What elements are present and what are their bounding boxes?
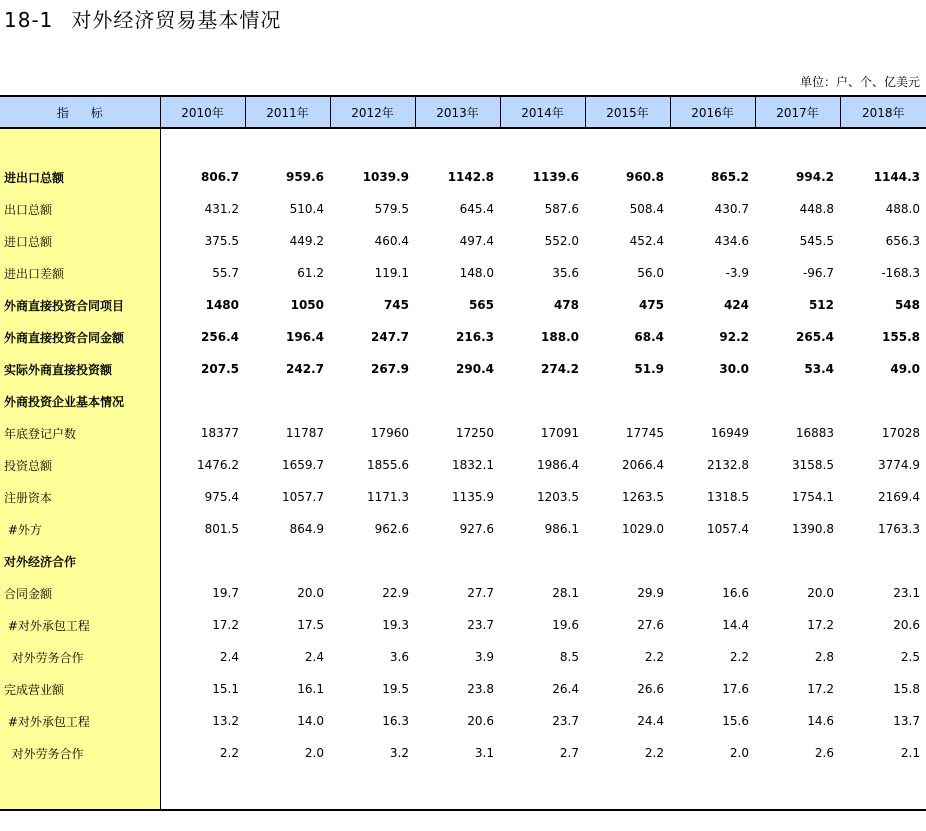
- value-cell: [330, 385, 415, 417]
- value-cell: 497.4: [459, 234, 494, 248]
- value-cell: 2.1: [900, 746, 920, 760]
- value-cell: 148.0: [459, 266, 494, 280]
- value-cell: 375.5: [204, 234, 239, 248]
- table-row: [0, 449, 926, 481]
- year-header: 2012年: [330, 96, 415, 128]
- value-cell: 17028: [881, 426, 920, 440]
- value-cell: 290.4: [456, 362, 494, 376]
- year-header: 2014年: [500, 96, 585, 128]
- value-cell: 17.2: [807, 618, 834, 632]
- row-label: 进口总额: [0, 225, 160, 257]
- table-row: [0, 161, 926, 193]
- value-cell: 55.7: [212, 266, 239, 280]
- value-cell: -168.3: [881, 266, 920, 280]
- value-cell: 1318.5: [707, 490, 749, 504]
- value-cell: 434.6: [714, 234, 749, 248]
- value-cell: 16883: [795, 426, 834, 440]
- value-cell: 548: [894, 298, 920, 312]
- value-cell: 452.4: [629, 234, 664, 248]
- value-cell: [245, 385, 330, 417]
- row-label: 年底登记户数: [0, 417, 160, 449]
- value-cell: 16.1: [297, 682, 324, 696]
- value-cell: 20.6: [467, 714, 494, 728]
- value-cell: 1754.1: [792, 490, 834, 504]
- row-label: #对外承包工程: [0, 705, 160, 737]
- value-cell: 552.0: [544, 234, 579, 248]
- value-cell: 1390.8: [792, 522, 834, 536]
- value-cell: 508.4: [629, 202, 664, 216]
- value-cell: 1263.5: [622, 490, 664, 504]
- value-cell: 26.6: [637, 682, 664, 696]
- row-label: #外方: [0, 513, 160, 545]
- table-row: [0, 705, 926, 737]
- value-cell: [670, 545, 755, 577]
- value-cell: 274.2: [541, 362, 579, 376]
- value-cell: 488.0: [885, 202, 920, 216]
- value-cell: 16.3: [382, 714, 409, 728]
- value-cell: 2.2: [644, 650, 664, 664]
- value-cell: 994.2: [796, 170, 834, 184]
- spacer-row: [0, 128, 926, 161]
- value-cell: 959.6: [286, 170, 324, 184]
- value-cell: 19.6: [552, 618, 579, 632]
- value-cell: 16949: [710, 426, 749, 440]
- value-cell: [755, 545, 840, 577]
- value-cell: 2.2: [729, 650, 749, 664]
- spacer-cell: [160, 128, 926, 161]
- value-cell: [160, 385, 245, 417]
- table-row: [0, 321, 926, 353]
- value-cell: 68.4: [634, 330, 664, 344]
- value-cell: 3.6: [389, 650, 409, 664]
- value-cell: 449.2: [289, 234, 324, 248]
- value-cell: 27.7: [467, 586, 494, 600]
- value-cell: 1057.7: [282, 490, 324, 504]
- value-cell: 2.4: [304, 650, 324, 664]
- value-cell: 1763.3: [878, 522, 920, 536]
- value-cell: 2.4: [219, 650, 239, 664]
- value-cell: 1855.6: [367, 458, 409, 472]
- value-cell: [585, 545, 670, 577]
- value-cell: 188.0: [541, 330, 579, 344]
- value-cell: 1203.5: [537, 490, 579, 504]
- value-cell: [840, 385, 926, 417]
- value-cell: 27.6: [637, 618, 664, 632]
- table-row: [0, 289, 926, 321]
- page-title: [4, 4, 281, 33]
- value-cell: 3.9: [474, 650, 494, 664]
- header-row: [0, 96, 926, 128]
- value-cell: 13.7: [893, 714, 920, 728]
- value-cell: 1142.8: [447, 170, 494, 184]
- value-cell: 265.4: [796, 330, 834, 344]
- value-cell: 23.1: [893, 586, 920, 600]
- value-cell: 53.4: [804, 362, 834, 376]
- value-cell: [415, 545, 500, 577]
- value-cell: 1171.3: [367, 490, 409, 504]
- table-row: [0, 609, 926, 641]
- value-cell: 155.8: [882, 330, 920, 344]
- value-cell: 256.4: [201, 330, 239, 344]
- value-cell: 460.4: [374, 234, 409, 248]
- value-cell: 14.6: [807, 714, 834, 728]
- value-cell: 975.4: [204, 490, 239, 504]
- value-cell: 801.5: [204, 522, 239, 536]
- row-label: #对外承包工程: [0, 609, 160, 641]
- value-cell: 18377: [200, 426, 239, 440]
- indicator-header: 指标: [0, 96, 160, 128]
- value-cell: 1986.4: [537, 458, 579, 472]
- row-label: 完成营业额: [0, 673, 160, 705]
- value-cell: 14.4: [722, 618, 749, 632]
- value-cell: 512: [808, 298, 834, 312]
- value-cell: 19.3: [382, 618, 409, 632]
- value-cell: [160, 545, 245, 577]
- value-cell: 1050: [290, 298, 324, 312]
- value-cell: 16.6: [722, 586, 749, 600]
- value-cell: -96.7: [802, 266, 834, 280]
- value-cell: [330, 545, 415, 577]
- row-label: 实际外商直接投资额: [0, 353, 160, 385]
- value-cell: 49.0: [890, 362, 920, 376]
- value-cell: 1029.0: [622, 522, 664, 536]
- value-cell: [840, 545, 926, 577]
- stats-table: [0, 95, 926, 811]
- value-cell: 656.3: [885, 234, 920, 248]
- value-cell: 23.7: [552, 714, 579, 728]
- value-cell: [585, 385, 670, 417]
- value-cell: 2.8: [814, 650, 834, 664]
- unit-note: 单位：户、个、亿美元: [799, 75, 920, 89]
- value-cell: 1659.7: [282, 458, 324, 472]
- value-cell: 216.3: [456, 330, 494, 344]
- table-row: [0, 737, 926, 769]
- value-cell: 3774.9: [878, 458, 920, 472]
- value-cell: 17.5: [297, 618, 324, 632]
- row-label: 注册资本: [0, 481, 160, 513]
- value-cell: 15.1: [212, 682, 239, 696]
- value-cell: 645.4: [459, 202, 494, 216]
- value-cell: 1057.4: [707, 522, 749, 536]
- value-cell: 960.8: [626, 170, 664, 184]
- table-row: [0, 641, 926, 673]
- value-cell: 19.5: [382, 682, 409, 696]
- value-cell: 13.2: [212, 714, 239, 728]
- value-cell: 806.7: [201, 170, 239, 184]
- value-cell: 745: [383, 298, 409, 312]
- value-cell: 565: [468, 298, 494, 312]
- value-cell: 23.8: [467, 682, 494, 696]
- value-cell: 3.1: [474, 746, 494, 760]
- value-cell: 242.7: [286, 362, 324, 376]
- value-cell: 587.6: [544, 202, 579, 216]
- value-cell: 20.6: [893, 618, 920, 632]
- value-cell: 196.4: [286, 330, 324, 344]
- value-cell: 28.1: [552, 586, 579, 600]
- value-cell: 17745: [625, 426, 664, 440]
- value-cell: 8.5: [559, 650, 579, 664]
- value-cell: 475: [638, 298, 664, 312]
- year-header: 2011年: [245, 96, 330, 128]
- value-cell: 2.6: [814, 746, 834, 760]
- value-cell: 30.0: [719, 362, 749, 376]
- year-header: 2013年: [415, 96, 500, 128]
- value-cell: 545.5: [799, 234, 834, 248]
- value-cell: [500, 385, 585, 417]
- value-cell: 2066.4: [622, 458, 664, 472]
- row-label: 合同金额: [0, 577, 160, 609]
- value-cell: 267.9: [371, 362, 409, 376]
- value-cell: 23.7: [467, 618, 494, 632]
- table-row: [0, 353, 926, 385]
- value-cell: 430.7: [714, 202, 749, 216]
- table-row: [0, 513, 926, 545]
- row-label: 外商直接投资合同金额: [0, 321, 160, 353]
- end-cell: [160, 769, 926, 810]
- value-cell: 1476.2: [197, 458, 239, 472]
- table-title: 对外经济贸易基本情况: [71, 8, 282, 32]
- value-cell: 11787: [285, 426, 324, 440]
- table-row: [0, 417, 926, 449]
- value-cell: 865.2: [711, 170, 749, 184]
- value-cell: 1135.9: [452, 490, 494, 504]
- value-cell: 17.2: [212, 618, 239, 632]
- value-cell: 92.2: [719, 330, 749, 344]
- table-end-row: [0, 769, 926, 810]
- value-cell: 17250: [455, 426, 494, 440]
- table-body: [0, 128, 926, 810]
- value-cell: 431.2: [204, 202, 239, 216]
- value-cell: [755, 385, 840, 417]
- year-header: 2015年: [585, 96, 670, 128]
- value-cell: 1832.1: [452, 458, 494, 472]
- value-cell: 15.8: [893, 682, 920, 696]
- table-row: [0, 545, 926, 577]
- value-cell: 35.6: [552, 266, 579, 280]
- row-label: 对外劳务合作: [0, 641, 160, 673]
- table-number: 18-1: [4, 8, 54, 32]
- value-cell: 15.6: [722, 714, 749, 728]
- value-cell: 478: [553, 298, 579, 312]
- row-label: 出口总额: [0, 193, 160, 225]
- value-cell: 119.1: [374, 266, 409, 280]
- table-row: [0, 481, 926, 513]
- value-cell: 19.7: [212, 586, 239, 600]
- value-cell: 17.2: [807, 682, 834, 696]
- value-cell: 2.2: [644, 746, 664, 760]
- row-label: 投资总额: [0, 449, 160, 481]
- value-cell: 17091: [540, 426, 579, 440]
- year-header: 2017年: [755, 96, 840, 128]
- row-label: 进出口总额: [0, 161, 160, 193]
- end-label-cell: [0, 769, 160, 810]
- value-cell: 247.7: [371, 330, 409, 344]
- row-label: 对外经济合作: [0, 545, 160, 577]
- row-label: 外商直接投资合同项目: [0, 289, 160, 321]
- row-label: 外商投资企业基本情况: [0, 385, 160, 417]
- value-cell: 1039.9: [362, 170, 409, 184]
- value-cell: 20.0: [297, 586, 324, 600]
- value-cell: 424: [723, 298, 749, 312]
- table-row: [0, 193, 926, 225]
- value-cell: 1480: [205, 298, 239, 312]
- value-cell: 2.0: [729, 746, 749, 760]
- value-cell: 2.5: [900, 650, 920, 664]
- value-cell: 1139.6: [532, 170, 579, 184]
- value-cell: 22.9: [382, 586, 409, 600]
- value-cell: 2.2: [219, 746, 239, 760]
- year-header: 2016年: [670, 96, 755, 128]
- value-cell: 207.5: [201, 362, 239, 376]
- value-cell: 61.2: [297, 266, 324, 280]
- value-cell: 29.9: [637, 586, 664, 600]
- table-row: [0, 673, 926, 705]
- value-cell: 24.4: [637, 714, 664, 728]
- value-cell: [415, 385, 500, 417]
- value-cell: 3.2: [389, 746, 409, 760]
- value-cell: 986.1: [544, 522, 579, 536]
- value-cell: 14.0: [297, 714, 324, 728]
- value-cell: [500, 545, 585, 577]
- value-cell: 864.9: [289, 522, 324, 536]
- row-label: 对外劳务合作: [0, 737, 160, 769]
- row-label: 进出口差额: [0, 257, 160, 289]
- year-header: 2010年: [160, 96, 245, 128]
- value-cell: 510.4: [289, 202, 324, 216]
- value-cell: 51.9: [634, 362, 664, 376]
- value-cell: 17.6: [722, 682, 749, 696]
- table-row: [0, 385, 926, 417]
- value-cell: 2169.4: [878, 490, 920, 504]
- value-cell: 17960: [370, 426, 409, 440]
- value-cell: 20.0: [807, 586, 834, 600]
- spacer-label-cell: [0, 128, 160, 161]
- table-row: [0, 577, 926, 609]
- value-cell: 579.5: [374, 202, 409, 216]
- table-row: [0, 257, 926, 289]
- value-cell: [245, 545, 330, 577]
- value-cell: 2132.8: [707, 458, 749, 472]
- value-cell: 448.8: [799, 202, 834, 216]
- value-cell: 26.4: [552, 682, 579, 696]
- value-cell: 2.7: [559, 746, 579, 760]
- value-cell: 56.0: [637, 266, 664, 280]
- value-cell: 962.6: [374, 522, 409, 536]
- value-cell: -3.9: [725, 266, 749, 280]
- value-cell: 2.0: [304, 746, 324, 760]
- value-cell: 3158.5: [792, 458, 834, 472]
- value-cell: 927.6: [459, 522, 494, 536]
- value-cell: 1144.3: [873, 170, 920, 184]
- value-cell: [670, 385, 755, 417]
- table-row: [0, 225, 926, 257]
- year-header: 2018年: [840, 96, 926, 128]
